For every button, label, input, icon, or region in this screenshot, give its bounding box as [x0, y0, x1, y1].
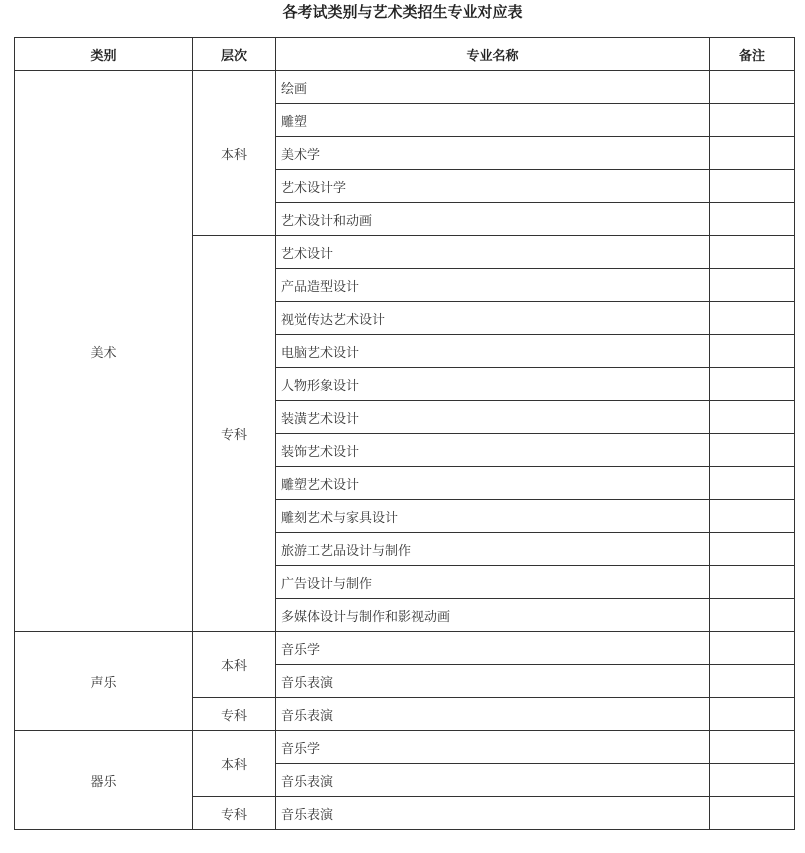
table-body — [15, 38, 795, 830]
remark-cell — [710, 797, 795, 830]
remark-cell — [710, 764, 795, 797]
major-name-cell: 艺术设计 — [276, 236, 710, 269]
major-name-cell: 装饰艺术设计 — [276, 434, 710, 467]
level-cell: 本科 — [193, 632, 276, 698]
table-row — [15, 632, 795, 665]
remark-cell — [710, 632, 795, 665]
remark-cell — [710, 71, 795, 104]
level-cell: 本科 — [193, 731, 276, 797]
header-category: 类别 — [15, 38, 193, 71]
major-name-cell: 广告设计与制作 — [276, 566, 710, 599]
major-name-cell: 产品造型设计 — [276, 269, 710, 302]
major-table — [14, 37, 795, 830]
major-name-cell: 音乐表演 — [276, 698, 710, 731]
level-cell: 专科 — [193, 698, 276, 731]
page-title: 各考试类别与艺术类招生专业对应表 — [282, 3, 523, 21]
major-name-cell: 美术学 — [276, 137, 710, 170]
major-name-cell: 音乐学 — [276, 731, 710, 764]
level-cell: 专科 — [193, 236, 276, 632]
major-name-cell: 绘画 — [276, 71, 710, 104]
level-cell: 专科 — [193, 797, 276, 830]
remark-cell — [710, 533, 795, 566]
remark-cell — [710, 236, 795, 269]
remark-cell — [710, 434, 795, 467]
major-name-cell: 雕塑 — [276, 104, 710, 137]
major-name-cell: 艺术设计和动画 — [276, 203, 710, 236]
major-name-cell: 音乐表演 — [276, 665, 710, 698]
remark-cell — [710, 104, 795, 137]
remark-cell — [710, 401, 795, 434]
major-name-cell: 艺术设计学 — [276, 170, 710, 203]
major-name-cell: 人物形象设计 — [276, 368, 710, 401]
major-name-cell: 音乐表演 — [276, 764, 710, 797]
remark-cell — [710, 137, 795, 170]
header-level: 层次 — [193, 38, 276, 71]
remark-cell — [710, 302, 795, 335]
major-name-cell: 雕塑艺术设计 — [276, 467, 710, 500]
major-name-cell: 音乐学 — [276, 632, 710, 665]
remark-cell — [710, 500, 795, 533]
remark-cell — [710, 203, 795, 236]
major-name-cell: 视觉传达艺术设计 — [276, 302, 710, 335]
major-name-cell: 多媒体设计与制作和影视动画 — [276, 599, 710, 632]
table-row — [15, 71, 795, 104]
category-cell: 声乐 — [15, 632, 193, 731]
level-cell: 本科 — [193, 71, 276, 236]
category-cell: 器乐 — [15, 731, 193, 830]
remark-cell — [710, 731, 795, 764]
major-name-cell: 电脑艺术设计 — [276, 335, 710, 368]
major-name-cell: 雕刻艺术与家具设计 — [276, 500, 710, 533]
header-major-name: 专业名称 — [276, 38, 710, 71]
category-cell: 美术 — [15, 71, 193, 632]
header-remark: 备注 — [710, 38, 795, 71]
remark-cell — [710, 698, 795, 731]
remark-cell — [710, 170, 795, 203]
major-name-cell: 旅游工艺品设计与制作 — [276, 533, 710, 566]
remark-cell — [710, 566, 795, 599]
remark-cell — [710, 335, 795, 368]
remark-cell — [710, 665, 795, 698]
remark-cell — [710, 368, 795, 401]
remark-cell — [710, 269, 795, 302]
major-name-cell: 装潢艺术设计 — [276, 401, 710, 434]
remark-cell — [710, 467, 795, 500]
table-header-row — [15, 38, 795, 71]
remark-cell — [710, 599, 795, 632]
major-name-cell: 音乐表演 — [276, 797, 710, 830]
table-row — [15, 731, 795, 764]
